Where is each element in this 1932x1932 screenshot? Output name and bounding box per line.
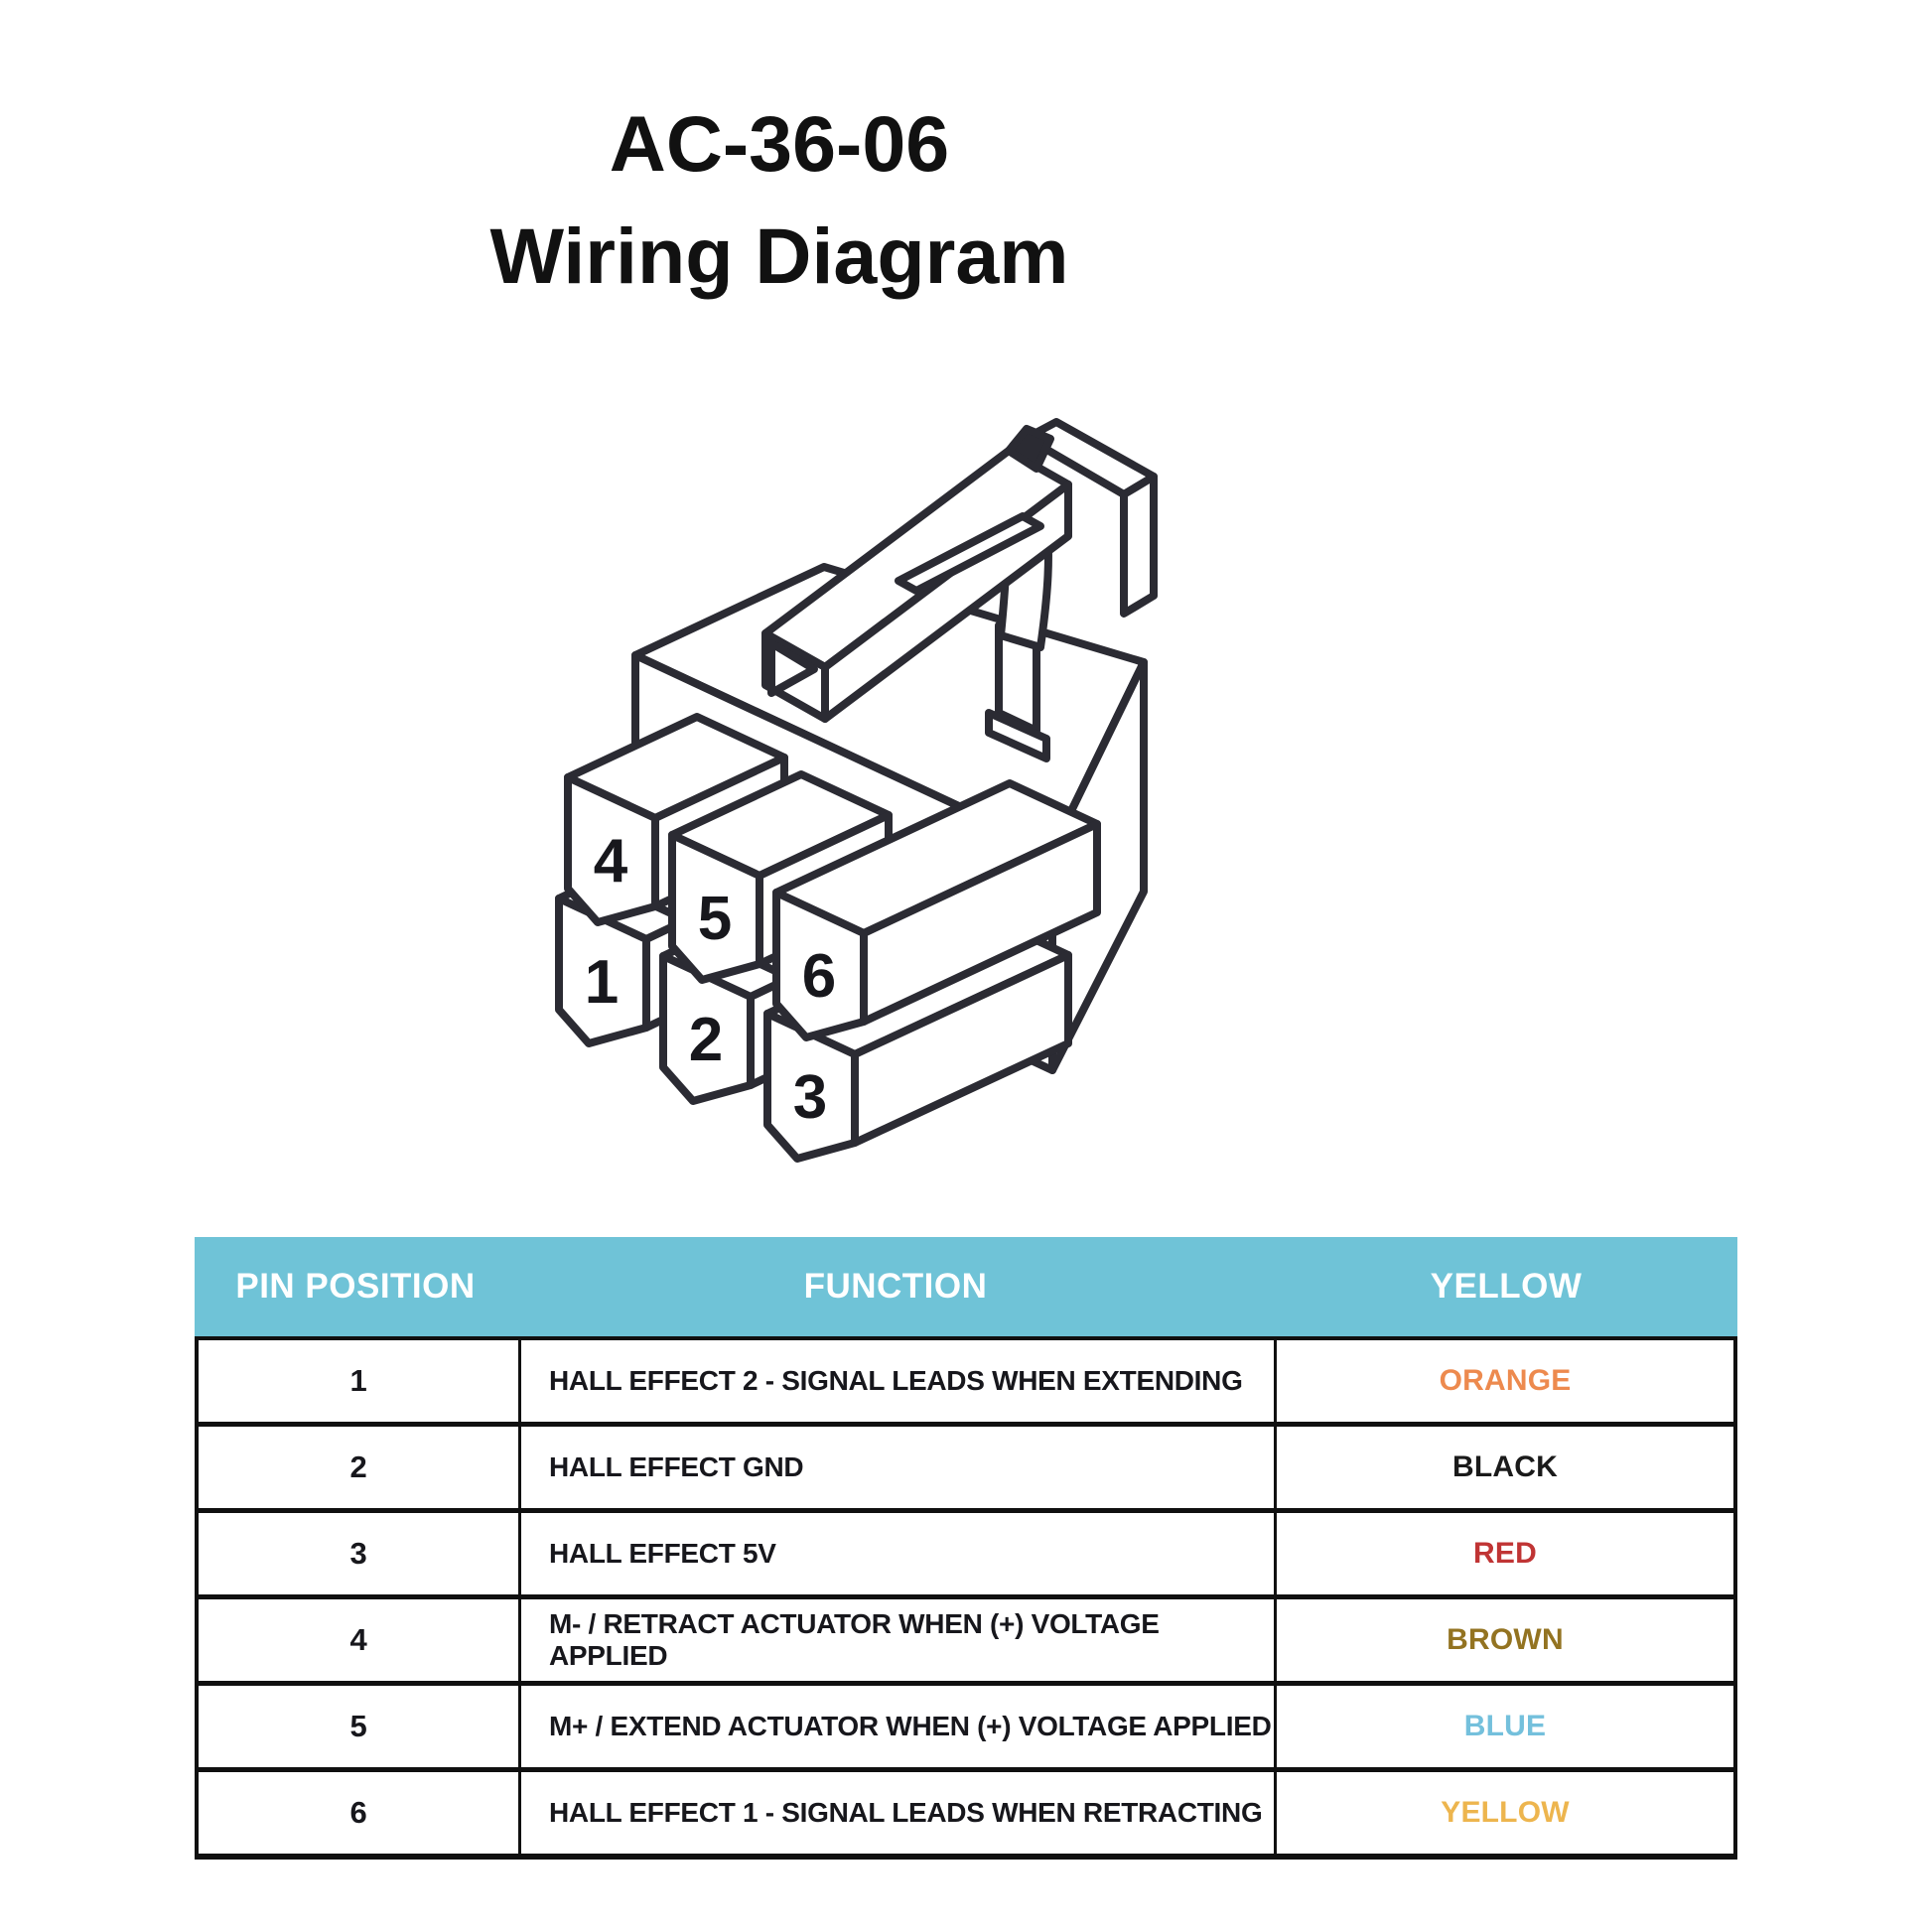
table-header-row: [195, 1237, 1737, 1336]
cell-function: HALL EFFECT GND: [518, 1427, 1277, 1508]
cell-function: M- / RETRACT ACTUATOR WHEN (+) VOLTAGE APPLIED: [518, 1599, 1277, 1681]
cell-pin: 6: [349, 1795, 367, 1830]
table-row: [199, 1767, 1733, 1854]
table-row: [199, 1340, 1733, 1422]
title-line-1: AC-36-06: [609, 99, 950, 188]
cell-color: BLUE: [1463, 1710, 1547, 1742]
title-line-2: Wiring Diagram: [489, 211, 1069, 300]
pin-label-5: 5: [697, 885, 733, 953]
pin-label-2: 2: [688, 1006, 724, 1074]
table-row: [199, 1422, 1733, 1508]
table-row: [199, 1681, 1733, 1767]
table-row: [199, 1594, 1733, 1681]
cell-color: ORANGE: [1439, 1364, 1572, 1397]
cell-function: HALL EFFECT 5V: [518, 1513, 1277, 1594]
pin-label-6: 6: [801, 942, 837, 1011]
table-row: [199, 1508, 1733, 1594]
cell-pin: 1: [349, 1363, 367, 1398]
cell-color: RED: [1473, 1537, 1537, 1570]
cell-pin: 4: [349, 1622, 367, 1657]
table-body: [195, 1336, 1737, 1860]
cell-pin: 3: [349, 1536, 367, 1571]
cell-function: M+ / EXTEND ACTUATOR WHEN (+) VOLTAGE APPLIED: [518, 1686, 1277, 1767]
cell-color: BLACK: [1452, 1450, 1558, 1483]
cell-function: HALL EFFECT 1 - SIGNAL LEADS WHEN RETRACTING: [518, 1772, 1277, 1854]
pin-label-4: 4: [593, 827, 628, 896]
cell-color: BROWN: [1447, 1623, 1564, 1656]
cell-function: HALL EFFECT 2 - SIGNAL LEADS WHEN EXTENDING: [518, 1340, 1277, 1422]
latch-handle-plate-front: [1124, 477, 1154, 614]
cell-pin: 5: [349, 1709, 367, 1743]
header-pin-position: PIN POSITION: [235, 1267, 476, 1306]
pin-label-3: 3: [792, 1063, 828, 1132]
header-function: FUNCTION: [803, 1267, 988, 1306]
pin-label-1: 1: [584, 948, 620, 1017]
header-wire-color: YELLOW: [1430, 1267, 1583, 1306]
wiring-table: [195, 1237, 1737, 1860]
cell-color: YELLOW: [1441, 1796, 1570, 1829]
cell-pin: 2: [349, 1449, 367, 1484]
